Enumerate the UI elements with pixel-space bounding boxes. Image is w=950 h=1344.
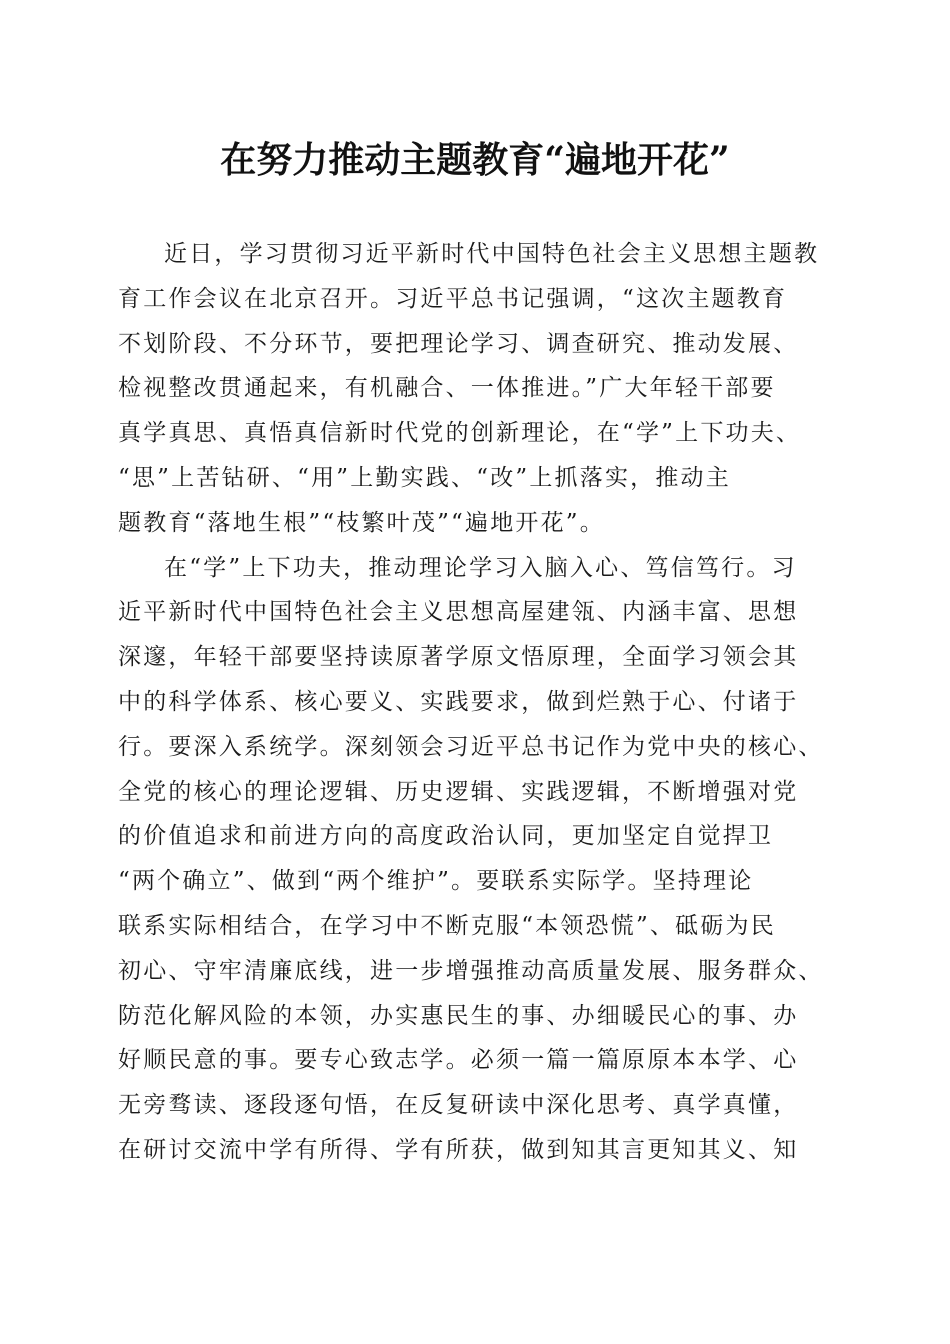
paragraph-2-line-14: 在研讨交流中学有所得、学有所获，做到知其言更知其义、知: [118, 1136, 799, 1163]
paragraph-2-line-5: 行。要深入系统学。深刻领会习近平总书记作为党中央的核心、: [118, 733, 824, 760]
paragraph-2-line-8: “两个确立”、做到“两个维护”。要联系实际学。坚持理论: [118, 868, 754, 895]
paragraph-2-line-13: 无旁骛读、逐段逐句悟，在反复研读中深化思考、真学真懂，: [118, 1092, 799, 1119]
paragraph-2-line-9: 联系实际相结合，在学习中不断克服“本领恐慌”、砥砺为民: [118, 912, 776, 939]
paragraph-1-line-6: “思”上苦钻研、“用”上勤实践、“改”上抓落实，推动主: [118, 464, 731, 491]
paragraph-1-line-2: 育工作会议在北京召开。习近平总书记强调，“这次主题教育: [118, 285, 788, 312]
paragraph-1-line-3: 不划阶段、不分环节，要把理论学习、调查研究、推动发展、: [118, 330, 799, 357]
paragraph-2-line-2: 近平新时代中国特色社会主义思想高屋建瓴、内涵丰富、思想: [118, 599, 799, 626]
paragraph-2-line-3: 深邃，年轻干部要坚持读原著学原文悟原理，全面学习领会其: [118, 644, 799, 671]
paragraph-2-line-12: 好顺民意的事。要专心致志学。必须一篇一篇原原本本学、心: [118, 1047, 799, 1074]
paragraph-1-line-4: 检视整改贯通起来，有机融合、一体推进。”广大年轻干部要: [118, 375, 776, 402]
paragraph-2-line-10: 初心、守牢清廉底线，进一步增强推动高质量发展、服务群众、: [118, 957, 824, 984]
paragraph-2-line-6: 全党的核心的理论逻辑、历史逻辑、实践逻辑，不断增强对党: [118, 778, 799, 805]
document-body: [118, 232, 832, 1173]
paragraph-2-line-11: 防范化解风险的本领，办实惠民生的事、办细暖民心的事、办: [118, 1002, 799, 1029]
document-title: 在努力推动主题教育“遍地开花”: [220, 139, 730, 181]
paragraph-2-line-7: 的价值追求和前进方向的高度政治认同，更加坚定自觉捍卫: [118, 823, 774, 850]
paragraph-2-line-1: 在“学”上下功夫，推动理论学习入脑入心、笃信笃行。习: [164, 554, 797, 581]
paragraph-1-line-5: 真学真思、真悟真信新时代党的创新理论，在“学”上下功夫、: [118, 420, 802, 447]
paragraph-2-line-4: 中的科学体系、核心要义、实践要求，做到烂熟于心、付诸于: [118, 688, 799, 715]
paragraph-1-line-1: 近日，学习贯彻习近平新时代中国特色社会主义思想主题教: [164, 241, 820, 267]
paragraph-1-line-7: 题教育“落地生根”“枝繁叶茂”“遍地开花”。: [118, 509, 605, 536]
